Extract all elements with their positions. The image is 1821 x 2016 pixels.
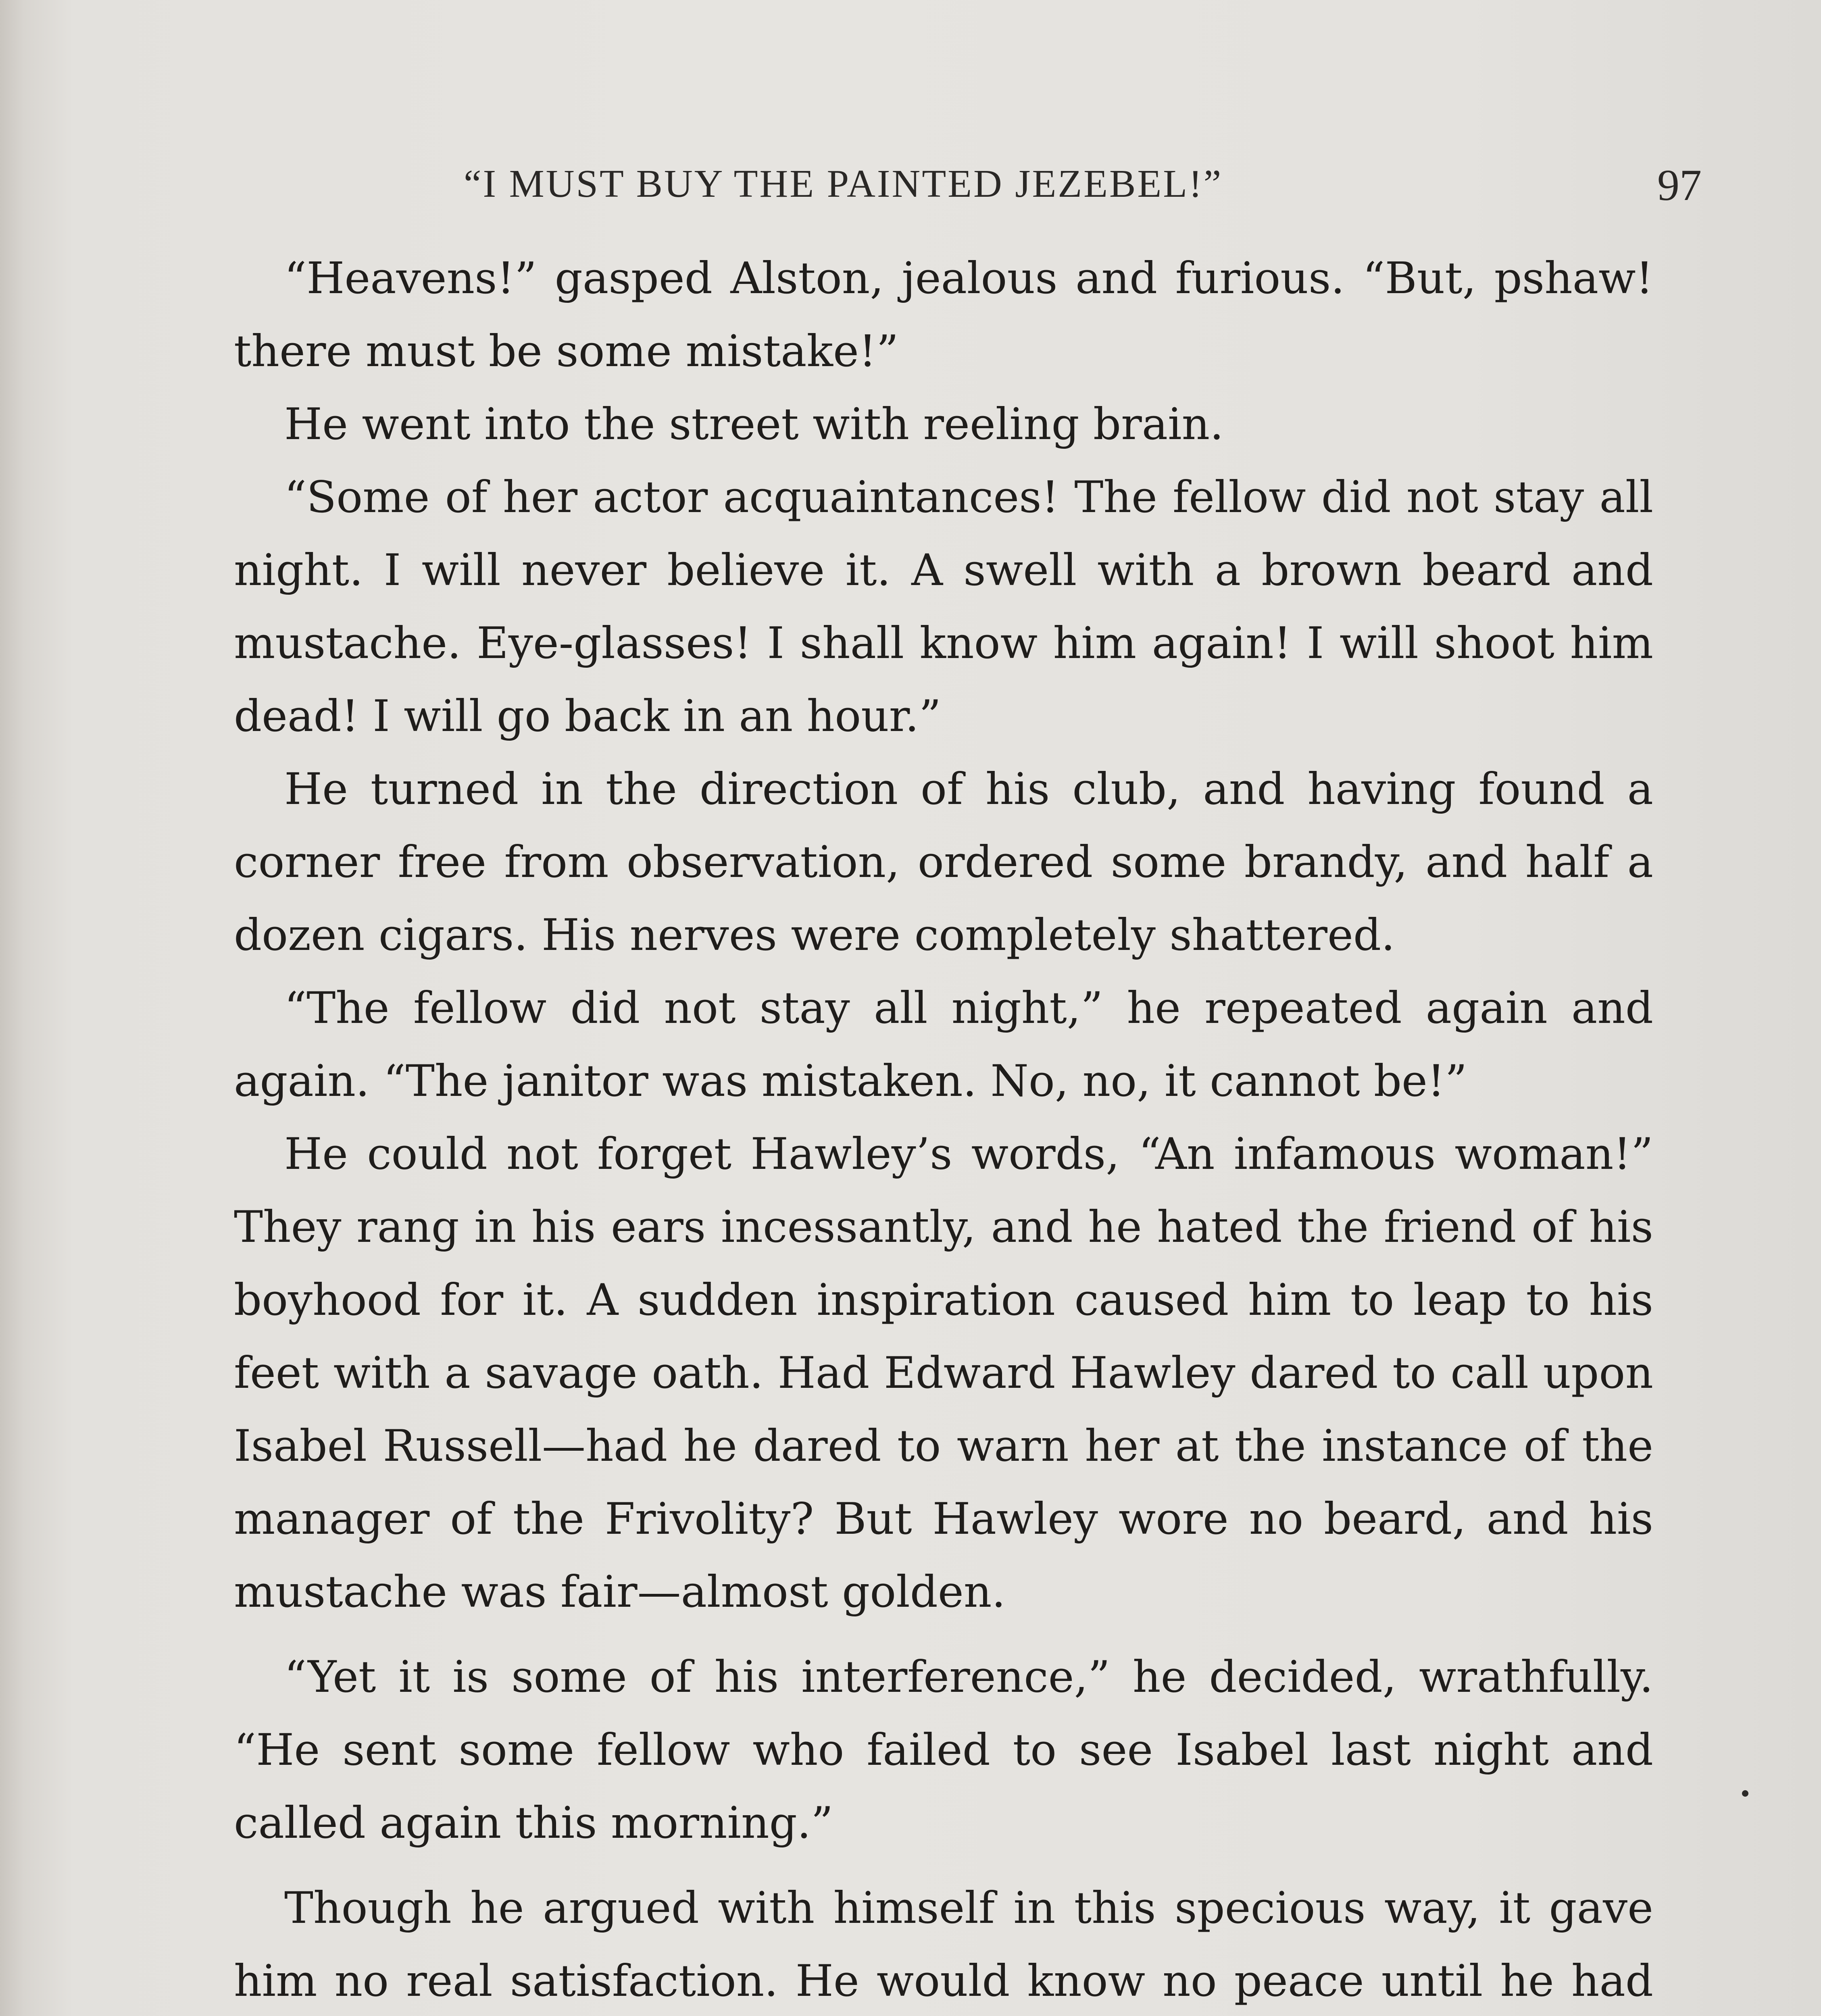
page-number: 97	[1657, 160, 1702, 210]
body-text	[234, 242, 1653, 2016]
running-head: “I MUST BUY THE PAINTED JEZEBEL!”	[464, 162, 1223, 206]
paragraph-5: “The fellow did not stay all night,” he repeated again and again. “The janitor was mistaken. No, no, it cannot be!”	[234, 983, 1653, 1106]
paragraph-6: He could not forget Hawley’s words, “An infamous woman!” They rang in his ears incessantly, and he hated the friend of his boyhood for it. A sudden inspiration caused him to leap to his feet with a savage oath. Had Edward Hawley dared to call upon Isabel Russell—had he dared to warn her at the instance of the manager of the Frivolity? But Hawley wore no beard, and his mustache was fair—almost golden.	[234, 1129, 1653, 1617]
paragraph-8: Though he argued with himself in this specious way, it gave him no real satisfaction. He would know no peace until he had	[234, 1883, 1653, 2006]
paragraph-4: He turned in the direction of his club, and having found a corner free from observation, ordered some brandy, and half a dozen cigars. His nerves were completely shattered.	[234, 764, 1653, 960]
paragraph-3: “Some of her actor acquaintances! The fellow did not stay all night. I will never believe it. A swell with a brown beard and mustache. Eye-glasses! I shall know him again! I will shoot him dead! I will go back in an hour.”	[234, 472, 1653, 741]
paragraph-2: He went into the street with reeling brain.	[284, 399, 1224, 450]
paragraph-7: “Yet it is some of his interference,” he decided, wrathfully. “He sent some fellow who failed to see Isabel last night and called again this morning.”	[234, 1652, 1653, 1848]
ink-speck	[1742, 1790, 1748, 1797]
paragraph-1: “Heavens!” gasped Alston, jealous and furious. “But, pshaw! there must be some mistake!”	[234, 253, 1653, 377]
